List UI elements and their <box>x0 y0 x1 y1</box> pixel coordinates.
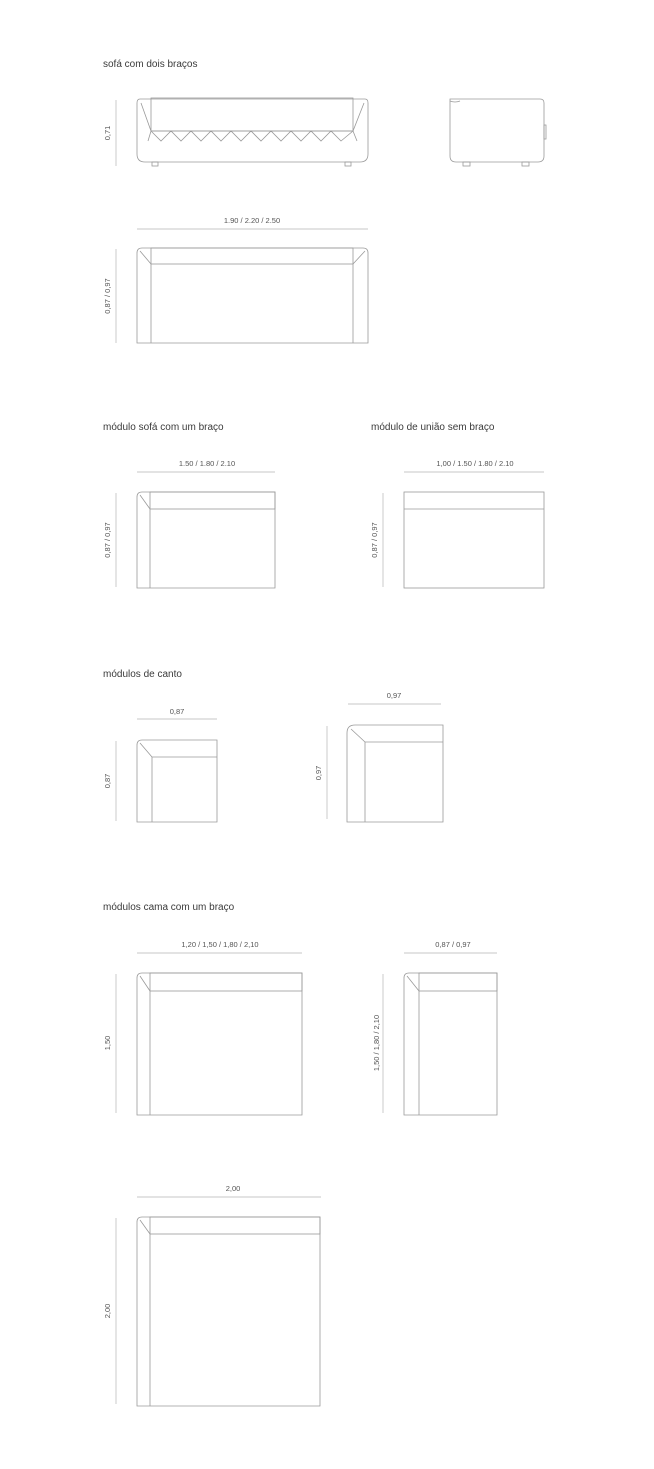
bed-module-b <box>372 940 497 1115</box>
corner-module-large <box>314 691 443 822</box>
bed-module-c <box>103 1184 321 1406</box>
corner-large-width-label: 0,97 <box>386 691 402 700</box>
bed-module-a <box>103 940 302 1115</box>
two-arms-plan <box>103 216 368 343</box>
union-depth-label: 0,87 / 0,97 <box>370 522 379 558</box>
section-title-corner: módulos de canto <box>103 669 182 680</box>
corner-small-width-label: 0,87 <box>169 707 185 716</box>
bed-b-width-label: 0,87 / 0,97 <box>435 940 471 949</box>
section-title-two-arms: sofá com dois braços <box>103 59 198 70</box>
bed-c-depth-label: 2,00 <box>103 1303 112 1319</box>
two-arms-front-view <box>103 98 368 166</box>
bed-c-width-label: 2,00 <box>225 1184 241 1193</box>
two-arms-depth-label: 0,87 / 0,97 <box>103 278 112 314</box>
one-arm-module-plan <box>103 459 275 588</box>
union-width-label: 1,00 / 1.50 / 1.80 / 2.10 <box>436 459 514 468</box>
one-arm-width-label: 1.50 / 1.80 / 2.10 <box>178 459 236 468</box>
corner-large-depth-label: 0,97 <box>314 765 323 781</box>
bed-b-depth-label: 1,50 / 1,80 / 2,10 <box>372 1014 381 1072</box>
section-title-one-arm: módulo sofá com um braço <box>103 422 224 433</box>
corner-module-small <box>103 707 217 822</box>
union-module-plan <box>370 459 544 588</box>
corner-small-depth-label: 0,87 <box>103 773 112 789</box>
two-arms-width-label: 1.90 / 2.20 / 2.50 <box>223 216 281 225</box>
two-arms-height-label: 0,71 <box>103 125 112 141</box>
section-title-bed: módulos cama com um braço <box>103 902 235 913</box>
one-arm-depth-label: 0,87 / 0,97 <box>103 522 112 558</box>
two-arms-side-view <box>450 99 546 166</box>
section-title-union: módulo de união sem braço <box>371 422 495 433</box>
bed-a-width-label: 1,20 / 1,50 / 1,80 / 2,10 <box>181 940 259 949</box>
bed-a-depth-label: 1,50 <box>103 1035 112 1051</box>
